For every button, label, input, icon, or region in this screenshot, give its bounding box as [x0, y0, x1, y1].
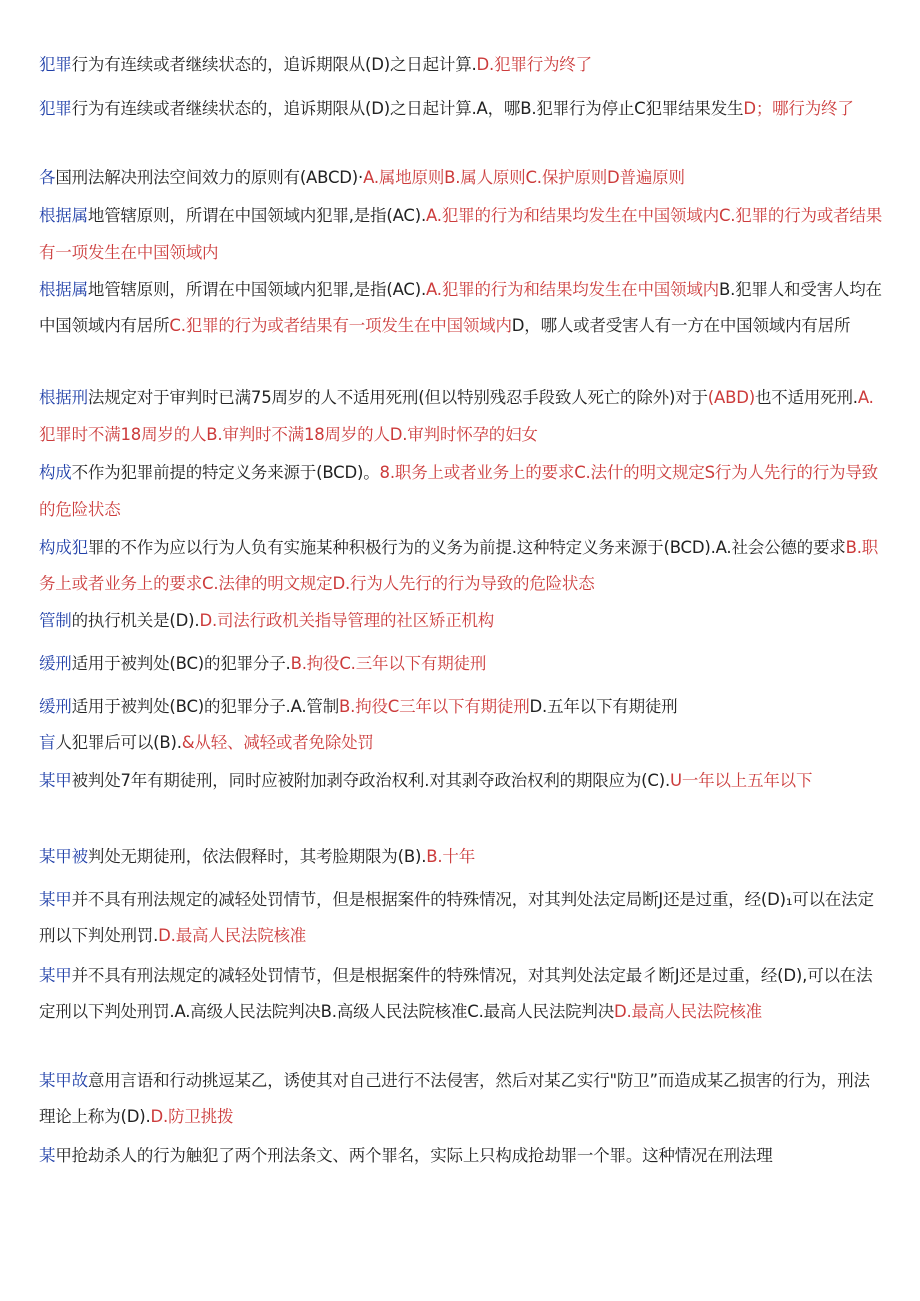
entry-lead: 缓刑: [39, 697, 72, 716]
entry-14: [39, 838, 885, 875]
entry-lead: 缓刑: [39, 654, 72, 673]
entry-lead: 构成犯: [39, 538, 88, 557]
entry-16: [39, 958, 885, 1030]
entry-7: [39, 454, 885, 528]
entry-lead: 某甲: [39, 890, 72, 909]
entry-2: [39, 90, 885, 127]
entry-question: 国刑法解决刑法空间效力的原则有(ABCD)·: [55, 168, 364, 187]
entry-question: 罪的不作为应以行为人负有实施某种积极行为的义务为前提.这种特定义务来源于(BCD).A.社会公德的要求: [87, 538, 846, 557]
entry-question: 判处无期徒刑，依法假释时，其考脸期限为(B).: [87, 847, 427, 866]
entry-question: 意用言语和行动挑逗某乙，诱使其对自己进行不法侵害，然后对某乙实行"防卫”而造成某乙损害的行为，刑法理论上称为(D).: [39, 1071, 870, 1126]
entry-option: 也不适用死刑.: [754, 388, 858, 407]
entry-lead: 根据属: [39, 206, 88, 225]
entry-question: 并不具有刑法规定的减轻处罚情节，但是根据案件的特殊情况，对其判处法定最彳断J还是过重，经(D),可以在法定刑以下判处刑罚.A.高级人民法院判决B.高级人民法院核准C.最高人民法院判决: [39, 966, 873, 1021]
entry-lead: 犯罪: [39, 99, 72, 118]
entry-lead: 盲: [39, 733, 56, 752]
entry-question: 甲抢劫杀人的行为触犯了两个刑法条文、两个罪名，实际上只构成抢劫罪一个罪。这种情况在刑法理: [55, 1146, 773, 1165]
entry-lead: 构成: [39, 463, 72, 482]
entry-4: [39, 197, 885, 271]
entry-12: [39, 724, 885, 761]
entry-option: B.犯罪人和受害人均在中国领域内有居所: [39, 280, 882, 335]
entry-answer-2: A.犯罪时不满18周岁的人B.审判时不满18周岁的人D.审判时怀孕的妇女: [39, 388, 874, 444]
entry-lead: 某甲: [39, 771, 72, 790]
entry-question: 行为有连续或者继续状态的，追诉期限从(D)之日起计算.: [71, 55, 477, 74]
entry-18: [39, 1137, 885, 1174]
entry-answer: &从轻、减轻或者免除处罚: [181, 733, 374, 752]
entry-answer: D.犯罪行为终了: [476, 55, 592, 74]
entry-lead: 各: [39, 168, 56, 187]
entry-6: [39, 379, 885, 453]
entry-9: [39, 602, 885, 639]
entry-answer: D.司法行政机关指导管理的社区矫正机构: [199, 611, 495, 630]
entry-answer: B.职务上或者业务上的要求C.法律的明文规定D.行为人先行的行为导致的危险状态: [39, 538, 879, 593]
entry-lead: 某甲故: [39, 1071, 88, 1090]
entry-question: 的执行机关是(D).: [71, 611, 200, 630]
entry-question: 人犯罪后可以(B).: [55, 733, 182, 752]
entry-11: [39, 688, 885, 725]
entry-answer: A.属地原则B.属人原则C.保护原则D普遍原则: [363, 168, 685, 187]
entry-15: [39, 882, 885, 954]
entry-lead: 管制: [39, 611, 72, 630]
entry-answer: A.犯罪的行为和结果均发生在中国领域内: [426, 280, 719, 299]
entry-answer: B.拘役C.三年以下有期徒刑: [290, 654, 487, 673]
entry-13: [39, 762, 885, 799]
entry-question: 地管辖原则，所谓在中国领域内犯罪,是指(AC).: [87, 206, 426, 225]
entry-question: 不作为犯罪前提的特定义务来源于(BCD)。: [71, 463, 380, 482]
entry-option: D，哪人或者受害人有一方在中国领域内有居所: [511, 316, 851, 335]
entry-lead: 犯罪: [39, 55, 72, 74]
entry-1: [39, 46, 885, 83]
entry-answer: D.防卫挑拨: [150, 1107, 234, 1126]
entry-answer: U一年以上五年以下: [670, 771, 813, 790]
entry-answer: (ABD): [707, 388, 755, 407]
entry-answer: D.最高人民法院核准: [158, 926, 307, 945]
entry-3: [39, 159, 885, 196]
entry-question: 法规定对于审判时已满75周岁的人不适用死刑(但以特别残忍手段致人死亡的除外)对于: [87, 388, 708, 407]
entry-option: D.五年以下有期徒刑: [529, 697, 678, 716]
entry-question: 适用于被判处(BC)的犯罪分子.: [71, 654, 291, 673]
entry-answer: D；哪行为终了: [743, 99, 854, 118]
entry-lead: 某: [39, 1146, 56, 1165]
entry-answer: B.十年: [426, 847, 476, 866]
entry-17: [39, 1063, 885, 1135]
entry-lead: 根据刑: [39, 388, 88, 407]
entry-5: [39, 272, 885, 344]
entry-answer: 8.职务上或者业务上的要求C.法什的明文规定S行为人先行的行为导致的危险状态: [39, 463, 878, 519]
entry-question: 适用于被判处(BC)的犯罪分子.A.管制: [71, 697, 340, 716]
entry-answer: A.犯罪的行为和结果均发生在中国领域内C.犯罪的行为或者结果有一项发生在中国领域内: [39, 206, 883, 262]
entry-lead: 根据属: [39, 280, 88, 299]
entry-question: 被判处7年有期徒刑，同时应被附加剥夺政治权利.对其剥夺政治权利的期限应为(C).: [71, 771, 670, 790]
entry-question: 地管辖原则，所谓在中国领域内犯罪,是指(AC).: [87, 280, 426, 299]
entry-10: [39, 645, 885, 682]
entry-answer-2: C.犯罪的行为或者结果有一项发生在中国领域内: [169, 316, 512, 335]
entry-answer: D.最高人民法院核准: [614, 1002, 762, 1021]
entry-lead: 某甲: [39, 966, 72, 985]
entry-lead: 某甲被: [39, 847, 88, 866]
entry-8: [39, 530, 885, 602]
entry-answer: B.拘役C三年以下有期徒刑: [339, 697, 530, 716]
entry-question: 行为有连续或者继续状态的，追诉期限从(D)之日起计算.A，哪B.犯罪行为停止C犯罪结果发生: [71, 99, 744, 118]
entry-question: 并不具有刑法规定的减轻处罚情节，但是根据案件的特殊情况，对其判处法定局断J还是过重，经(D)₁可以在法定刑以下判处刑罚.: [39, 890, 874, 945]
